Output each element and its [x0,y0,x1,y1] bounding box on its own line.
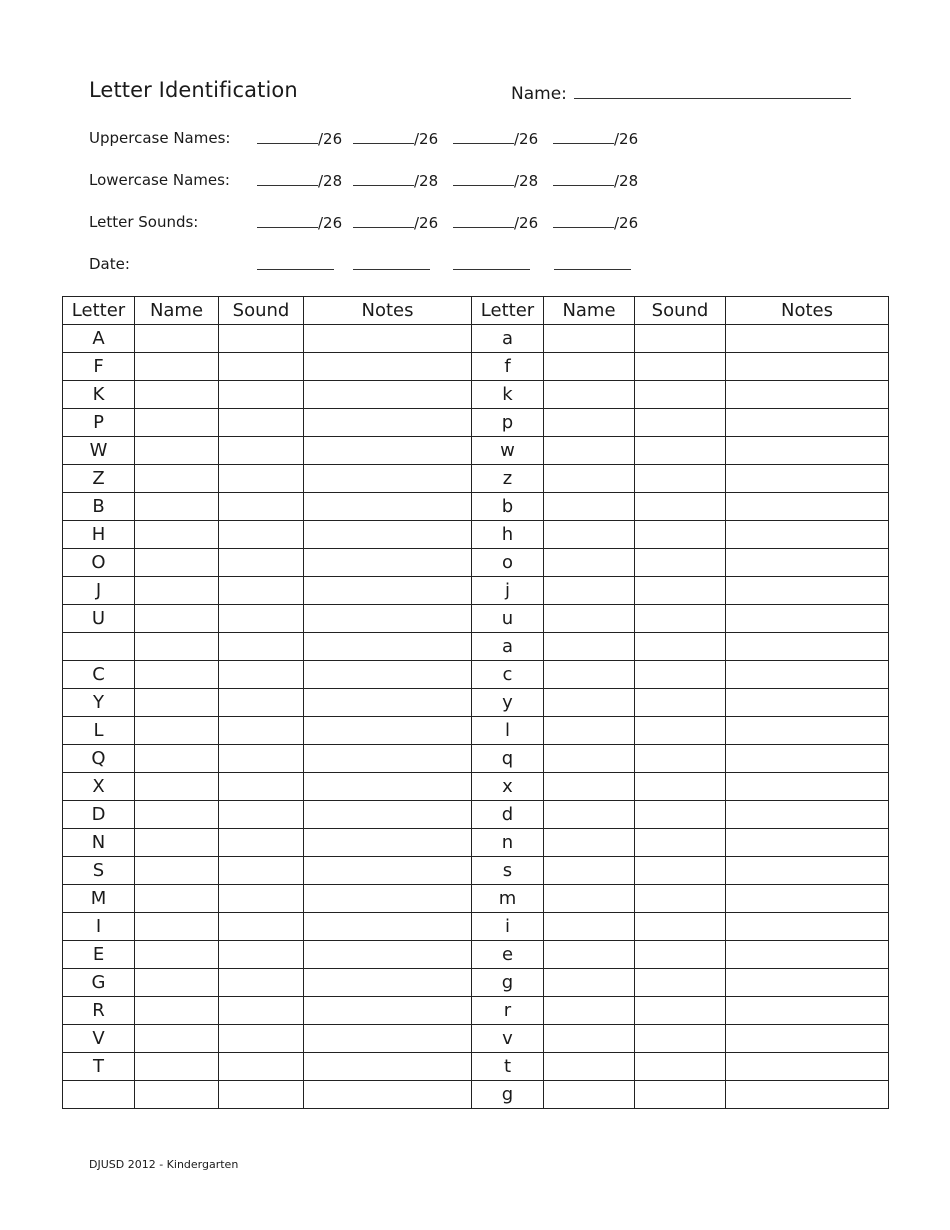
notes-cell[interactable] [726,745,889,773]
lowercase-letter-cell: u [472,605,544,633]
notes-cell[interactable] [726,773,889,801]
lowercase-letter-cell: z [472,465,544,493]
notes-cell[interactable] [726,717,889,745]
student-name-field [511,82,851,104]
score-slot[interactable] [553,171,638,190]
lowercase-letter-cell: y [472,689,544,717]
score-total: /26 [414,214,439,232]
sound-cell[interactable] [635,409,726,437]
sound-cell[interactable] [635,1053,726,1081]
table-row [63,885,889,913]
lowercase-letter-cell: p [472,409,544,437]
uppercase-letter-cell: Y [63,689,135,717]
table-row [63,353,889,381]
lowercase-letter-cell: l [472,717,544,745]
sound-cell[interactable] [635,493,726,521]
lowercase-letter-cell: m [472,885,544,913]
notes-cell[interactable] [726,857,889,885]
uppercase-letter-cell: G [63,969,135,997]
uppercase-letter-cell: N [63,829,135,857]
table-row [63,997,889,1025]
sound-cell[interactable] [219,857,304,885]
lowercase-letter-cell: n [472,829,544,857]
notes-cell[interactable] [304,549,472,577]
lowercase-letter-cell: a [472,325,544,353]
uppercase-letter-cell: D [63,801,135,829]
notes-cell[interactable] [304,717,472,745]
uppercase-letter-cell: O [63,549,135,577]
notes-cell[interactable] [304,997,472,1025]
sound-cell[interactable] [219,885,304,913]
notes-cell[interactable] [304,605,472,633]
notes-cell[interactable] [726,521,889,549]
name-cell[interactable] [544,997,635,1025]
score-slot[interactable] [353,129,438,148]
notes-cell[interactable] [726,801,889,829]
uppercase-letter-cell: Z [63,465,135,493]
notes-cell[interactable] [304,577,472,605]
table-row [63,409,889,437]
name-cell[interactable] [135,913,219,941]
lowercase-names-label: Lowercase Names: [89,171,230,189]
lowercase-letter-cell: i [472,913,544,941]
sound-cell[interactable] [635,465,726,493]
uppercase-letter-cell: C [63,661,135,689]
date-label: Date: [89,255,130,273]
notes-cell[interactable] [726,885,889,913]
name-cell[interactable] [544,465,635,493]
notes-cell[interactable] [726,493,889,521]
name-cell[interactable] [544,493,635,521]
sound-cell[interactable] [635,325,726,353]
uppercase-letter-cell: T [63,1053,135,1081]
notes-cell[interactable] [304,829,472,857]
table-row [63,689,889,717]
sound-cell[interactable] [635,773,726,801]
notes-cell[interactable] [304,1081,472,1109]
notes-cell[interactable] [304,353,472,381]
score-total: /26 [414,130,439,148]
uppercase-letter-cell [63,633,135,661]
sound-cell[interactable] [219,381,304,409]
lowercase-letter-cell: w [472,437,544,465]
name-cell[interactable] [544,885,635,913]
uppercase-letter-cell: Q [63,745,135,773]
lowercase-letter-cell: g [472,1081,544,1109]
score-slot[interactable] [553,129,638,148]
header-sound: Sound [635,297,726,325]
uppercase-letter-cell: L [63,717,135,745]
name-cell[interactable] [135,353,219,381]
table-row [63,605,889,633]
score-slot[interactable] [553,213,638,232]
name-cell[interactable] [544,1053,635,1081]
notes-cell[interactable] [726,941,889,969]
sound-cell[interactable] [219,1081,304,1109]
lowercase-letter-cell: g [472,969,544,997]
footer-text: DJUSD 2012 - Kindergarten [89,1158,239,1171]
sound-cell[interactable] [219,521,304,549]
sound-cell[interactable] [635,829,726,857]
name-cell[interactable] [544,381,635,409]
sound-cell[interactable] [219,409,304,437]
lowercase-letter-cell: a [472,633,544,661]
notes-cell[interactable] [726,381,889,409]
name-cell[interactable] [135,409,219,437]
uppercase-letter-cell: S [63,857,135,885]
notes-cell[interactable] [304,969,472,997]
name-cell[interactable] [135,521,219,549]
notes-cell[interactable] [726,1053,889,1081]
name-cell[interactable] [544,661,635,689]
lowercase-letter-cell: k [472,381,544,409]
notes-cell[interactable] [726,661,889,689]
table-row [63,829,889,857]
notes-cell[interactable] [304,773,472,801]
name-cell[interactable] [544,801,635,829]
name-cell[interactable] [544,353,635,381]
sound-cell[interactable] [219,997,304,1025]
date-blank[interactable] [554,255,631,274]
lowercase-letter-cell: x [472,773,544,801]
table-row [63,633,889,661]
name-cell[interactable] [544,829,635,857]
uppercase-letter-cell [63,1081,135,1109]
lowercase-letter-cell: o [472,549,544,577]
sound-cell[interactable] [635,801,726,829]
table-row [63,941,889,969]
name-cell[interactable] [135,773,219,801]
notes-cell[interactable] [304,465,472,493]
sound-cell[interactable] [219,577,304,605]
name-cell[interactable] [135,829,219,857]
notes-cell[interactable] [726,913,889,941]
name-cell[interactable] [135,969,219,997]
uppercase-letter-cell: W [63,437,135,465]
sound-cell[interactable] [219,353,304,381]
notes-cell[interactable] [726,465,889,493]
uppercase-names-label: Uppercase Names: [89,129,231,147]
table-row [63,773,889,801]
name-cell[interactable] [544,969,635,997]
name-cell[interactable] [135,941,219,969]
sound-cell[interactable] [219,437,304,465]
notes-cell[interactable] [726,829,889,857]
name-cell[interactable] [135,661,219,689]
name-cell[interactable] [544,409,635,437]
name-cell[interactable] [135,1053,219,1081]
name-cell[interactable] [135,493,219,521]
score-total: /28 [614,172,639,190]
table-row [63,717,889,745]
sound-cell[interactable] [635,353,726,381]
uppercase-letter-cell: F [63,353,135,381]
table-row [63,969,889,997]
name-cell[interactable] [544,633,635,661]
sound-cell[interactable] [635,717,726,745]
sound-cell[interactable] [219,325,304,353]
date-blank[interactable] [257,255,334,274]
uppercase-letter-cell: K [63,381,135,409]
lowercase-letter-cell: q [472,745,544,773]
score-slot[interactable] [257,171,342,190]
notes-cell[interactable] [304,437,472,465]
table-header-row [63,297,889,325]
sound-cell[interactable] [219,1025,304,1053]
header-name: Name [135,297,219,325]
letter-sounds-label: Letter Sounds: [89,213,199,231]
notes-cell[interactable] [726,605,889,633]
table-row [63,1025,889,1053]
name-cell[interactable] [135,633,219,661]
notes-cell[interactable] [726,997,889,1025]
notes-cell[interactable] [726,1081,889,1109]
name-blank-line[interactable] [574,82,851,99]
name-cell[interactable] [544,773,635,801]
uppercase-letter-cell: U [63,605,135,633]
notes-cell[interactable] [726,549,889,577]
header-notes: Notes [304,297,472,325]
name-cell[interactable] [135,549,219,577]
notes-cell[interactable] [304,689,472,717]
table-row [63,521,889,549]
table-row [63,493,889,521]
score-slot[interactable] [453,171,538,190]
score-total: /28 [414,172,439,190]
table-row [63,1053,889,1081]
uppercase-letter-cell: M [63,885,135,913]
notes-cell[interactable] [304,801,472,829]
sound-cell[interactable] [635,381,726,409]
name-cell[interactable] [544,717,635,745]
lowercase-letter-cell: h [472,521,544,549]
name-cell[interactable] [135,1025,219,1053]
header-notes: Notes [726,297,889,325]
notes-cell[interactable] [304,661,472,689]
table-row [63,801,889,829]
sound-cell[interactable] [219,941,304,969]
sound-cell[interactable] [635,605,726,633]
notes-cell[interactable] [304,745,472,773]
name-cell[interactable] [544,325,635,353]
notes-cell[interactable] [304,1053,472,1081]
notes-cell[interactable] [726,409,889,437]
name-cell[interactable] [135,437,219,465]
name-cell[interactable] [135,801,219,829]
name-cell[interactable] [544,913,635,941]
sound-cell[interactable] [635,969,726,997]
table-row [63,549,889,577]
name-cell[interactable] [544,521,635,549]
score-total: /26 [514,214,539,232]
sound-cell[interactable] [635,549,726,577]
score-slot[interactable] [353,213,438,232]
uppercase-letter-cell: J [63,577,135,605]
sound-cell[interactable] [219,913,304,941]
uppercase-letter-cell: H [63,521,135,549]
lowercase-letter-cell: e [472,941,544,969]
name-cell[interactable] [544,1025,635,1053]
header-sound: Sound [219,297,304,325]
notes-cell[interactable] [726,633,889,661]
sound-cell[interactable] [219,829,304,857]
sound-cell[interactable] [219,689,304,717]
lowercase-letter-cell: s [472,857,544,885]
sound-cell[interactable] [635,633,726,661]
sound-cell[interactable] [635,913,726,941]
name-cell[interactable] [135,605,219,633]
notes-cell[interactable] [304,493,472,521]
score-total: /26 [514,130,539,148]
sound-cell[interactable] [635,1025,726,1053]
score-total: /26 [318,214,343,232]
header-letter: Letter [63,297,135,325]
notes-cell[interactable] [304,325,472,353]
name-cell[interactable] [544,941,635,969]
table-row [63,857,889,885]
table-row [63,577,889,605]
sound-cell[interactable] [635,577,726,605]
name-cell[interactable] [135,1081,219,1109]
score-slot[interactable] [453,129,538,148]
sound-cell[interactable] [219,969,304,997]
sound-cell[interactable] [219,605,304,633]
table-row [63,661,889,689]
score-slot[interactable] [257,213,342,232]
sound-cell[interactable] [635,997,726,1025]
name-cell[interactable] [544,549,635,577]
sound-cell[interactable] [635,521,726,549]
name-cell[interactable] [135,997,219,1025]
sound-cell[interactable] [635,885,726,913]
notes-cell[interactable] [304,913,472,941]
lowercase-letter-cell: t [472,1053,544,1081]
table-row [63,437,889,465]
lowercase-letter-cell: r [472,997,544,1025]
uppercase-letter-cell: B [63,493,135,521]
score-total: /28 [318,172,343,190]
name-cell[interactable] [544,577,635,605]
notes-cell[interactable] [304,1025,472,1053]
name-cell[interactable] [544,857,635,885]
notes-cell[interactable] [304,941,472,969]
score-total: /26 [614,130,639,148]
table-row [63,381,889,409]
name-cell[interactable] [135,577,219,605]
sound-cell[interactable] [635,1081,726,1109]
sound-cell[interactable] [219,661,304,689]
sound-cell[interactable] [219,1053,304,1081]
sound-cell[interactable] [219,633,304,661]
page-title: Letter Identification [89,78,298,102]
name-label: Name: [511,84,567,104]
name-cell[interactable] [135,717,219,745]
notes-cell[interactable] [726,437,889,465]
sound-cell[interactable] [635,745,726,773]
notes-cell[interactable] [726,969,889,997]
name-cell[interactable] [544,605,635,633]
table-row [63,745,889,773]
name-cell[interactable] [135,381,219,409]
sound-cell[interactable] [219,493,304,521]
name-cell[interactable] [544,689,635,717]
score-slot[interactable] [453,213,538,232]
uppercase-letter-cell: I [63,913,135,941]
sound-cell[interactable] [219,801,304,829]
name-cell[interactable] [135,745,219,773]
score-slot[interactable] [257,129,342,148]
table-row [63,1081,889,1109]
header-letter: Letter [472,297,544,325]
uppercase-letter-cell: R [63,997,135,1025]
lowercase-letter-cell: b [472,493,544,521]
sound-cell[interactable] [635,689,726,717]
sound-cell[interactable] [635,941,726,969]
score-slot[interactable] [353,171,438,190]
date-blank[interactable] [353,255,430,274]
lowercase-letter-cell: f [472,353,544,381]
lowercase-letter-cell: j [472,577,544,605]
score-total: /26 [318,130,343,148]
lowercase-letter-cell: v [472,1025,544,1053]
sound-cell[interactable] [219,773,304,801]
notes-cell[interactable] [726,577,889,605]
table-row [63,325,889,353]
name-cell[interactable] [135,857,219,885]
lowercase-letter-cell: c [472,661,544,689]
notes-cell[interactable] [304,521,472,549]
notes-cell[interactable] [726,1025,889,1053]
date-blank[interactable] [453,255,530,274]
notes-cell[interactable] [304,857,472,885]
name-cell[interactable] [135,465,219,493]
table-row [63,913,889,941]
notes-cell[interactable] [726,689,889,717]
letter-assessment-table [62,296,889,1109]
score-total: /26 [614,214,639,232]
sound-cell[interactable] [219,549,304,577]
name-cell[interactable] [135,885,219,913]
name-cell[interactable] [135,689,219,717]
table-row [63,465,889,493]
uppercase-letter-cell: X [63,773,135,801]
notes-cell[interactable] [304,409,472,437]
uppercase-letter-cell: V [63,1025,135,1053]
score-total: /28 [514,172,539,190]
sound-cell[interactable] [219,745,304,773]
uppercase-letter-cell: A [63,325,135,353]
sound-cell[interactable] [635,857,726,885]
header-name: Name [544,297,635,325]
sound-cell[interactable] [219,717,304,745]
notes-cell[interactable] [726,325,889,353]
notes-cell[interactable] [304,885,472,913]
name-cell[interactable] [544,437,635,465]
name-cell[interactable] [544,1081,635,1109]
uppercase-letter-cell: E [63,941,135,969]
notes-cell[interactable] [304,381,472,409]
lowercase-letter-cell: d [472,801,544,829]
notes-cell[interactable] [304,633,472,661]
name-cell[interactable] [135,325,219,353]
notes-cell[interactable] [726,353,889,381]
uppercase-letter-cell: P [63,409,135,437]
sound-cell[interactable] [635,437,726,465]
name-cell[interactable] [544,745,635,773]
sound-cell[interactable] [635,661,726,689]
sound-cell[interactable] [219,465,304,493]
